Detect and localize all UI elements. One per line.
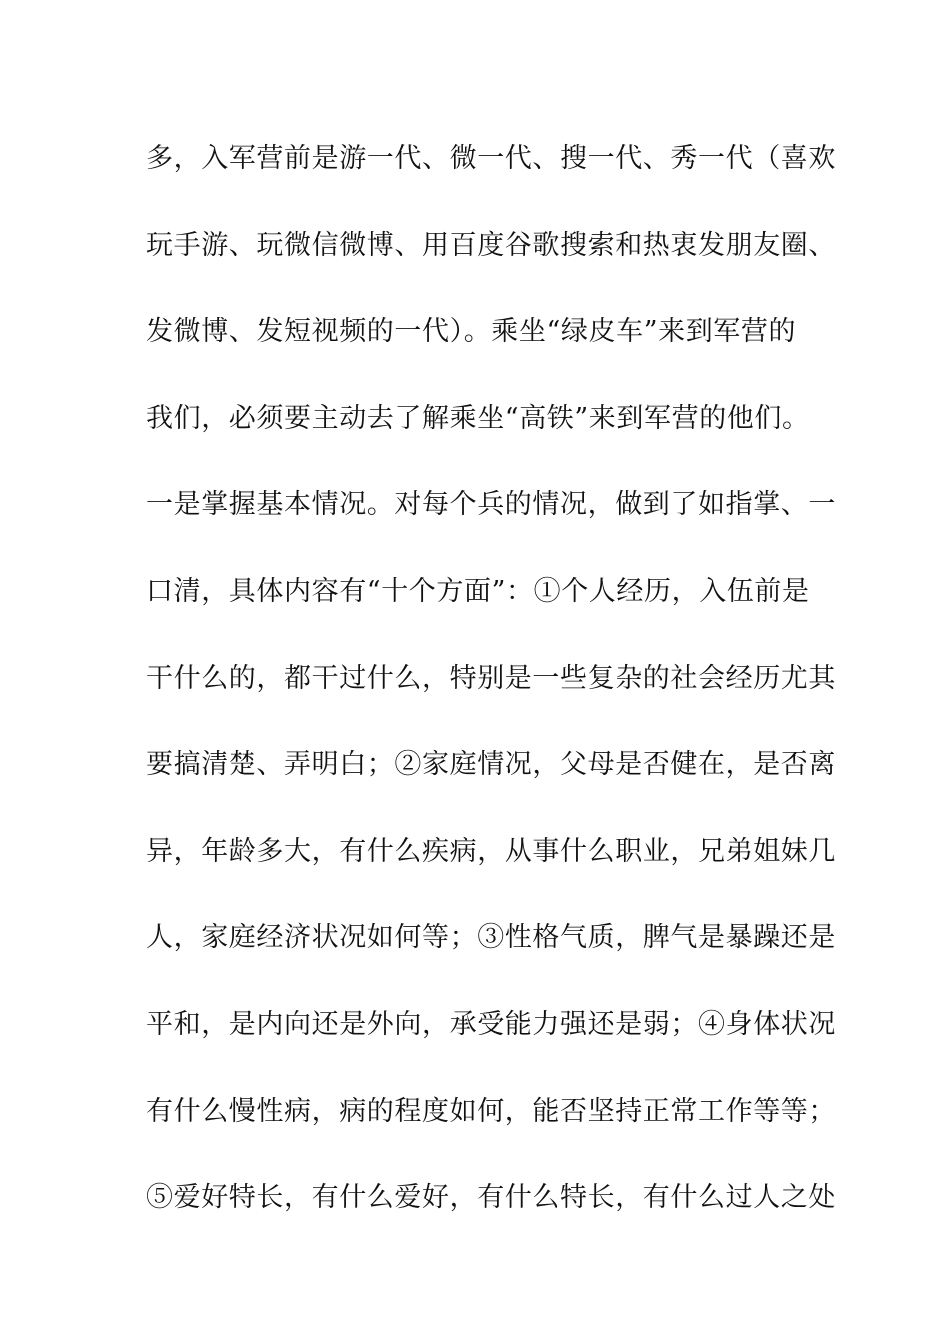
text-line: 干什么的，都干过什么，特别是一些复杂的社会经历尤其 bbox=[146, 662, 836, 694]
text-line: 我们，必须要主动去了解乘坐“高铁”来到军营的他们。 bbox=[146, 402, 810, 434]
text-line: ⑤爱好特长，有什么爱好，有什么特长，有什么过人之处 bbox=[146, 1182, 836, 1214]
text-line: 一是掌握基本情况。对每个兵的情况，做到了如指掌、一 bbox=[146, 489, 836, 521]
text-line: 玩手游、玩微信微博、用百度谷歌搜索和热衷发朋友圈、 bbox=[146, 229, 836, 261]
text-line: 平和，是内向还是外向，承受能力强还是弱；④身体状况 bbox=[146, 1008, 836, 1040]
text-line: 多，入军营前是游一代、微一代、搜一代、秀一代（喜欢 bbox=[146, 143, 836, 174]
text-line: 有什么慢性病，病的程度如何，能否坚持正常工作等等； bbox=[146, 1095, 836, 1127]
text-line: 口清，具体内容有“十个方面”：①个人经历，入伍前是 bbox=[146, 575, 810, 607]
body-text bbox=[146, 135, 836, 1261]
text-line: 要搞清楚、弄明白；②家庭情况，父母是否健在，是否离 bbox=[146, 749, 836, 781]
text-line: 异，年龄多大，有什么疾病，从事什么职业，兄弟姐妹几 bbox=[146, 835, 836, 867]
text-line: 人，家庭经济状况如何等；③性格气质，脾气是暴躁还是 bbox=[146, 922, 836, 954]
text-line: 发微博、发短视频的一代）。乘坐“绿皮车”来到军营的 bbox=[146, 316, 797, 348]
